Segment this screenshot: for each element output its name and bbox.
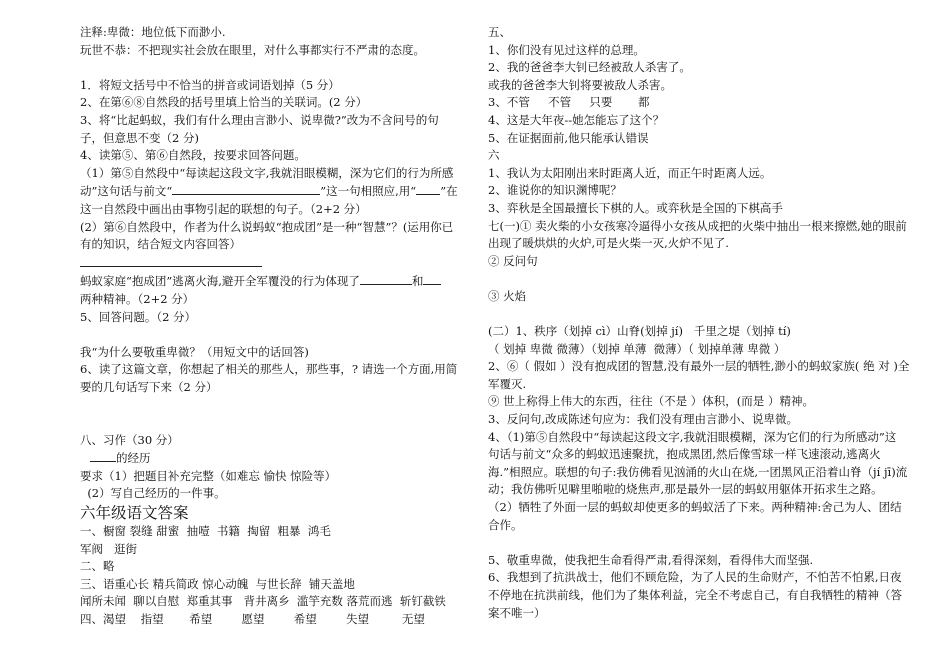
answer-3: 三、语重心长 精兵简政 惊心动魄 与世长辞 铺天盖地 bbox=[80, 576, 355, 591]
answer-line: 或我的爸爸李大钊将要被敌人杀害。 bbox=[488, 77, 672, 92]
answer-line: 句话与前文“众多的蚂蚁迅速聚扰，抱成黑团,然后像雪球一样飞速滚动,逃离火 bbox=[488, 447, 881, 462]
question-5: 5、回答问题。（2 分） bbox=[80, 309, 197, 324]
answer-line: 6、我想到了抗洪战士，他们不顾危险，为了人民的生命财产，不怕苦不怕累,日夜 bbox=[488, 570, 902, 585]
question-4-1-cont: 这一自然段中画出由事物引起的联想的句子。（2+2 分） bbox=[80, 201, 367, 216]
answer-4: 四、渴望 指望 希望 愿望 希望 失望 无望 bbox=[80, 612, 425, 626]
question-2: 2、在第⑥⑧自然段的括号里填上恰当的关联词。(2 分） bbox=[80, 95, 368, 110]
answer-line: 军覆灭. bbox=[488, 376, 527, 391]
section-8-heading: 八、习作（30 分） bbox=[80, 432, 179, 447]
answer-line bbox=[80, 254, 462, 273]
answer-2: 二、略 bbox=[80, 559, 115, 574]
answer-line: 1、你们没有见过这样的总理。 bbox=[488, 42, 645, 57]
answer-line: 海.”相照应。联想的句子:我仿佛看见汹涌的火山在烧,一团黑风正沿着山脊（jí jī)流 bbox=[488, 464, 908, 479]
answer-line: 2、⑥（ 假如 ）没有抱成团的智慧,没有最外一层的牺牲,渺小的蚂蚁家族( 绝 对 )全 bbox=[488, 359, 910, 374]
text: 和 bbox=[411, 274, 424, 289]
answer-blank[interactable] bbox=[80, 254, 262, 267]
right-column bbox=[488, 24, 923, 622]
note-line: 注释:卑微：地位低下而渺小. bbox=[80, 25, 226, 39]
answer-line: 2、我的爸爸李大钊已经被敌人杀害了。 bbox=[488, 60, 691, 75]
answer-line: 1、我认为太阳刚出来时距离人近，而正午时距离人远。 bbox=[488, 165, 772, 180]
answer-line: 4、（1)第⑤自然段中“每读起这段文字,我就泪眼模糊，深为它们的行为所感动”这 bbox=[488, 429, 897, 444]
answer-line: 2、谁说你的知识渊博呢？ bbox=[488, 183, 622, 198]
question-4-2-points: 两种精神。（2+2 分） bbox=[80, 291, 195, 306]
answer-line: 七(一)① 卖火柴的小女孩寒冷逼得小女孩从成把的火柴中抽出一根来擦燃,她的眼前 bbox=[488, 218, 907, 233]
question-4-1-blanks bbox=[80, 182, 462, 201]
answer-blank[interactable] bbox=[172, 182, 320, 195]
answer-line: 3、不管 不管 只要 都 bbox=[488, 95, 650, 110]
answer-1-cont: 军阀 逛街 bbox=[80, 541, 137, 556]
text: 的经历 bbox=[116, 451, 151, 466]
answer-1: 一、橱窗 裂缝 甜蜜 抽噎 书籍 掏留 粗暴 鸿毛 bbox=[80, 524, 331, 539]
answer-line: 3、反问句,改成陈述句应为：我们没有理由言渺小、说卑微。 bbox=[488, 412, 798, 427]
answer-line: 动；我仿佛听见噼里啪啦的烧焦声,那是最外一层的蚂蚁用躯体开拓求生之路。 bbox=[488, 482, 883, 497]
answer-line: ③ 火焰 bbox=[488, 288, 527, 303]
question-4-2-blanks bbox=[80, 272, 462, 291]
question-6: 6、读了这篇文章，你想起了相关的那些人，那些事，? 请选一个方面,用简 bbox=[80, 362, 458, 377]
section-5-heading: 五、 bbox=[488, 25, 511, 39]
answer-line: (二）1、秩序（划掉 cì）山脊(划掉 jí) 千里之堤（划掉 tí) bbox=[488, 324, 791, 339]
answer-line: 4、这是大年夜--她怎能忘了这个？ bbox=[488, 112, 665, 127]
text: ”在 bbox=[440, 184, 458, 199]
answer-line: 3、弈秋是全国最擅长下棋的人。或弈秋是全国的下棋高手 bbox=[488, 200, 783, 215]
question-5a: 我“为什么要敬重卑微？（用短文中的话回答) bbox=[80, 344, 309, 359]
answer-line: ② 反问句 bbox=[488, 253, 538, 268]
answer-3-cont: 闻所未闻 聊以自慰 郑重其事 背井离乡 滥竽充数 落荒而逃 斩钉截铁 bbox=[80, 594, 446, 609]
question-4-1: （1）第⑤自然段中“每读起这段文字,我就泪眼模糊，深为它们的行为所感 bbox=[80, 165, 454, 180]
note-line: 玩世不恭：不把现实社会放在眼里，对什么事都实行不严肃的态度。 bbox=[80, 42, 425, 57]
answer-blank[interactable] bbox=[360, 272, 412, 285]
text: 蚂蚁家庭“抱成团”逃离火海,避开全军覆没的行为体现了 bbox=[80, 274, 360, 289]
question-1: 1．将短文括号中不恰当的拼音或词语划掉（5 分） bbox=[80, 77, 340, 92]
question-4-2: (2）第⑥自然段中，作者为什么说蚂蚁“抱成团”是一种“智慧”？(运用你已 bbox=[80, 219, 454, 234]
essay-title bbox=[80, 449, 462, 468]
answer-blank[interactable] bbox=[416, 182, 440, 195]
answer-line: （2）牺牲了外面一层的蚂蚁却使更多的蚂蚁活了下来。两种精神:舍己为人、团结 bbox=[488, 500, 902, 515]
question-6-cont: 要的几句话写下来（2 分） bbox=[80, 379, 218, 394]
question-4-2-cont: 有的知识，结合短文内容回答） bbox=[80, 237, 241, 252]
answer-line: 不停地在抗洪前线，他们为了集体利益，完全不考虑自己，有自我牺牲的精神（答 bbox=[488, 588, 902, 602]
text: ”这一句相照应,用“ bbox=[320, 184, 417, 199]
answer-key-title: 六年级语文答案 bbox=[80, 504, 189, 523]
answer-line: 案不唯一） bbox=[488, 605, 546, 620]
text: 动”这句话与前文“ bbox=[80, 184, 173, 199]
answer-line: 5、在证据面前,他只能承认错误 bbox=[488, 130, 649, 145]
section-6-heading: 六 bbox=[488, 148, 500, 163]
question-3: 3、将“比起蚂蚁，我们有什么理由言渺小、说卑微?”改为不含问号的句 bbox=[80, 112, 439, 127]
left-column bbox=[80, 24, 462, 629]
essay-requirement-2: (2）写自己经历的一件事。 bbox=[80, 486, 226, 501]
answer-line: （ 划掉 卑微 微薄）（划掉 单薄 微薄）（ 划掉单薄 卑微 ） bbox=[488, 341, 786, 356]
question-3-cont: 子，但意思不变（2 分) bbox=[80, 130, 199, 145]
answer-blank[interactable] bbox=[90, 449, 116, 462]
answer-line: 出现了暖烘烘的火炉,可是火柴一灭,火炉不见了. bbox=[488, 236, 729, 251]
answer-line: ⑨ 世上称得上伟大的东西，往往（不是 ）体积，(而是 ）精神。 bbox=[488, 394, 814, 409]
answer-blank[interactable] bbox=[423, 272, 441, 285]
question-4: 4、读第⑤、第⑥自然段，按要求回答问题。 bbox=[80, 148, 306, 163]
essay-requirement-1: 要求（1）把题目补充完整（如难忘 愉快 惊险等） bbox=[80, 468, 337, 483]
answer-line: 合作。 bbox=[488, 517, 523, 532]
answer-line: 5、敬重卑微，使我把生命看得严肃,看得深刻，看得伟大而坚强. bbox=[488, 552, 814, 567]
